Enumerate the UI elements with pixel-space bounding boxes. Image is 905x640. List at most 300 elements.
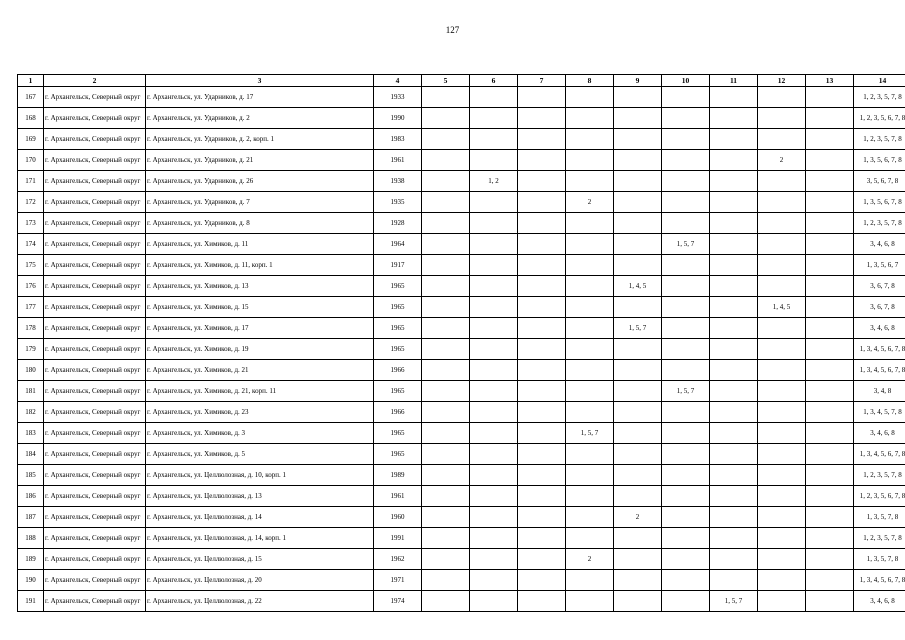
col5-cell [422, 486, 470, 507]
year-cell: 1974 [374, 591, 422, 612]
address-cell: г. Архангельск, ул. Химиков, д. 17 [146, 318, 374, 339]
row-number: 185 [18, 465, 44, 486]
col5-cell [422, 570, 470, 591]
district-cell: г. Архангельск, Северный округ [44, 360, 146, 381]
table-row [18, 339, 905, 360]
col8-cell [566, 171, 614, 192]
col7-cell [518, 129, 566, 150]
table-row [18, 87, 905, 108]
table-row [18, 486, 905, 507]
year-cell: 1989 [374, 465, 422, 486]
col12-cell [758, 171, 806, 192]
district-cell: г. Архангельск, Северный округ [44, 465, 146, 486]
district-cell: г. Архангельск, Северный округ [44, 423, 146, 444]
page-number: 127 [445, 25, 460, 35]
column-header-3: 3 [146, 75, 374, 87]
col10-cell [662, 192, 710, 213]
col6-cell [470, 318, 518, 339]
col8-cell [566, 465, 614, 486]
col6-cell [470, 591, 518, 612]
col7-cell [518, 108, 566, 129]
col12-cell [758, 108, 806, 129]
col14-cell: 1, 3, 5, 7, 8 [854, 549, 905, 570]
col10-cell [662, 465, 710, 486]
col13-cell [806, 150, 854, 171]
column-header-9: 9 [614, 75, 662, 87]
district-cell: г. Архангельск, Северный округ [44, 213, 146, 234]
col11-cell [710, 507, 758, 528]
col13-cell [806, 444, 854, 465]
year-cell: 1965 [374, 423, 422, 444]
address-cell: г. Архангельск, ул. Ударников, д. 26 [146, 171, 374, 192]
year-cell: 1965 [374, 318, 422, 339]
col7-cell [518, 549, 566, 570]
col8-cell [566, 360, 614, 381]
col10-cell [662, 255, 710, 276]
district-cell: г. Архангельск, Северный округ [44, 297, 146, 318]
address-cell: г. Архангельск, ул. Химиков, д. 21, корп. 11 [146, 381, 374, 402]
col12-cell [758, 507, 806, 528]
col11-cell [710, 486, 758, 507]
col12-cell [758, 570, 806, 591]
row-number: 169 [18, 129, 44, 150]
table-row [18, 150, 905, 171]
col5-cell [422, 402, 470, 423]
col5-cell [422, 339, 470, 360]
col14-cell: 3, 5, 6, 7, 8 [854, 171, 905, 192]
table-row [18, 402, 905, 423]
col14-cell: 1, 3, 4, 5, 6, 7, 8 [854, 444, 905, 465]
column-header-14: 14 [854, 75, 905, 87]
col9-cell [614, 192, 662, 213]
table-row [18, 528, 905, 549]
col10-cell [662, 108, 710, 129]
year-cell: 1991 [374, 528, 422, 549]
table-row [18, 171, 905, 192]
col14-cell: 3, 4, 6, 8 [854, 423, 905, 444]
address-cell: г. Архангельск, ул. Ударников, д. 7 [146, 192, 374, 213]
col12-cell [758, 87, 806, 108]
year-cell: 1966 [374, 360, 422, 381]
col14-cell: 3, 4, 6, 8 [854, 591, 905, 612]
col9-cell [614, 255, 662, 276]
col8-cell [566, 444, 614, 465]
col13-cell [806, 423, 854, 444]
col6-cell [470, 507, 518, 528]
col13-cell [806, 549, 854, 570]
col10-cell [662, 591, 710, 612]
row-number: 190 [18, 570, 44, 591]
col10-cell [662, 318, 710, 339]
district-cell: г. Архангельск, Северный округ [44, 570, 146, 591]
col6-cell [470, 444, 518, 465]
col5-cell [422, 87, 470, 108]
table-row [18, 318, 905, 339]
col12-cell: 2 [758, 150, 806, 171]
col6-cell [470, 87, 518, 108]
col11-cell [710, 444, 758, 465]
year-cell: 1965 [374, 276, 422, 297]
col10-cell [662, 129, 710, 150]
col11-cell [710, 171, 758, 192]
district-cell: г. Архангельск, Северный округ [44, 192, 146, 213]
col11-cell [710, 234, 758, 255]
address-cell: г. Архангельск, ул. Целлюлозная, д. 14 [146, 507, 374, 528]
column-header-12: 12 [758, 75, 806, 87]
address-cell: г. Архангельск, ул. Ударников, д. 17 [146, 87, 374, 108]
col10-cell [662, 402, 710, 423]
col6-cell [470, 360, 518, 381]
col5-cell [422, 507, 470, 528]
col9-cell [614, 465, 662, 486]
row-number: 171 [18, 171, 44, 192]
district-cell: г. Архангельск, Северный округ [44, 402, 146, 423]
col6-cell [470, 192, 518, 213]
column-header-8: 8 [566, 75, 614, 87]
col11-cell [710, 150, 758, 171]
col7-cell [518, 381, 566, 402]
row-number: 173 [18, 213, 44, 234]
col14-cell: 1, 2, 3, 5, 6, 7, 8 [854, 486, 905, 507]
col8-cell [566, 570, 614, 591]
table-row [18, 381, 905, 402]
col14-cell: 1, 2, 3, 5, 7, 8 [854, 87, 905, 108]
table-row [18, 423, 905, 444]
col5-cell [422, 549, 470, 570]
table-row [18, 549, 905, 570]
col10-cell [662, 570, 710, 591]
col10-cell: 1, 5, 7 [662, 381, 710, 402]
col7-cell [518, 150, 566, 171]
district-cell: г. Архангельск, Северный округ [44, 528, 146, 549]
col13-cell [806, 276, 854, 297]
col8-cell [566, 486, 614, 507]
col7-cell [518, 507, 566, 528]
header-row [18, 75, 905, 87]
address-cell: г. Архангельск, ул. Химиков, д. 23 [146, 402, 374, 423]
col13-cell [806, 108, 854, 129]
col5-cell [422, 234, 470, 255]
column-header-6: 6 [470, 75, 518, 87]
district-cell: г. Архангельск, Северный округ [44, 507, 146, 528]
col12-cell [758, 591, 806, 612]
col6-cell [470, 570, 518, 591]
col5-cell [422, 171, 470, 192]
address-cell: г. Архангельск, ул. Целлюлозная, д. 10, корп. 1 [146, 465, 374, 486]
col9-cell: 1, 4, 5 [614, 276, 662, 297]
col7-cell [518, 444, 566, 465]
year-cell: 1971 [374, 570, 422, 591]
table-row [18, 192, 905, 213]
row-number: 174 [18, 234, 44, 255]
col13-cell [806, 507, 854, 528]
district-cell: г. Архангельск, Северный округ [44, 486, 146, 507]
col11-cell [710, 402, 758, 423]
col12-cell [758, 528, 806, 549]
col11-cell [710, 297, 758, 318]
col11-cell [710, 255, 758, 276]
col9-cell [614, 129, 662, 150]
col9-cell [614, 381, 662, 402]
district-cell: г. Архангельск, Северный округ [44, 171, 146, 192]
year-cell: 1965 [374, 444, 422, 465]
col14-cell: 1, 3, 5, 7, 8 [854, 507, 905, 528]
col8-cell: 1, 5, 7 [566, 423, 614, 444]
col8-cell [566, 276, 614, 297]
col12-cell [758, 423, 806, 444]
col9-cell [614, 87, 662, 108]
district-cell: г. Архангельск, Северный округ [44, 549, 146, 570]
table-row [18, 465, 905, 486]
table-row [18, 234, 905, 255]
year-cell: 1961 [374, 486, 422, 507]
column-header-11: 11 [710, 75, 758, 87]
col14-cell: 3, 6, 7, 8 [854, 297, 905, 318]
row-number: 186 [18, 486, 44, 507]
col9-cell [614, 171, 662, 192]
col7-cell [518, 339, 566, 360]
col7-cell [518, 255, 566, 276]
col11-cell [710, 213, 758, 234]
col13-cell [806, 591, 854, 612]
col13-cell [806, 381, 854, 402]
col9-cell [614, 423, 662, 444]
col10-cell [662, 297, 710, 318]
col6-cell [470, 486, 518, 507]
col5-cell [422, 129, 470, 150]
col14-cell: 1, 3, 4, 5, 7, 8 [854, 402, 905, 423]
district-cell: г. Архангельск, Северный округ [44, 129, 146, 150]
row-number: 181 [18, 381, 44, 402]
district-cell: г. Архангельск, Северный округ [44, 87, 146, 108]
col8-cell [566, 591, 614, 612]
col6-cell [470, 234, 518, 255]
district-cell: г. Архангельск, Северный округ [44, 150, 146, 171]
col13-cell [806, 339, 854, 360]
col13-cell [806, 465, 854, 486]
col10-cell [662, 486, 710, 507]
col11-cell [710, 276, 758, 297]
col6-cell [470, 423, 518, 444]
col7-cell [518, 486, 566, 507]
col12-cell [758, 465, 806, 486]
col13-cell [806, 360, 854, 381]
row-number: 172 [18, 192, 44, 213]
col10-cell [662, 276, 710, 297]
col13-cell [806, 318, 854, 339]
col9-cell [614, 591, 662, 612]
col12-cell [758, 129, 806, 150]
col10-cell [662, 528, 710, 549]
col5-cell [422, 381, 470, 402]
col6-cell [470, 549, 518, 570]
col11-cell: 1, 5, 7 [710, 591, 758, 612]
column-header-2: 2 [44, 75, 146, 87]
col5-cell [422, 423, 470, 444]
col5-cell [422, 108, 470, 129]
col7-cell [518, 528, 566, 549]
col6-cell [470, 339, 518, 360]
address-cell: г. Архангельск, ул. Химиков, д. 19 [146, 339, 374, 360]
col13-cell [806, 297, 854, 318]
col8-cell: 2 [566, 192, 614, 213]
col7-cell [518, 570, 566, 591]
col9-cell [614, 549, 662, 570]
col6-cell [470, 297, 518, 318]
col7-cell [518, 402, 566, 423]
year-cell: 1938 [374, 171, 422, 192]
col8-cell [566, 150, 614, 171]
row-number: 179 [18, 339, 44, 360]
col14-cell: 1, 3, 5, 6, 7, 8 [854, 150, 905, 171]
col9-cell [614, 570, 662, 591]
row-number: 177 [18, 297, 44, 318]
col9-cell [614, 402, 662, 423]
table-row [18, 213, 905, 234]
row-number: 189 [18, 549, 44, 570]
address-cell: г. Архангельск, ул. Химиков, д. 13 [146, 276, 374, 297]
col7-cell [518, 465, 566, 486]
year-cell: 1962 [374, 549, 422, 570]
col5-cell [422, 591, 470, 612]
row-number: 176 [18, 276, 44, 297]
column-header-10: 10 [662, 75, 710, 87]
year-cell: 1983 [374, 129, 422, 150]
col9-cell [614, 108, 662, 129]
col9-cell: 1, 5, 7 [614, 318, 662, 339]
col9-cell [614, 234, 662, 255]
col14-cell: 1, 2, 3, 5, 7, 8 [854, 129, 905, 150]
col5-cell [422, 192, 470, 213]
col14-cell: 1, 3, 4, 5, 6, 7, 8 [854, 570, 905, 591]
col8-cell [566, 381, 614, 402]
col6-cell [470, 276, 518, 297]
year-cell: 1965 [374, 297, 422, 318]
address-cell: г. Архангельск, ул. Ударников, д. 2 [146, 108, 374, 129]
col14-cell: 1, 3, 5, 6, 7 [854, 255, 905, 276]
address-cell: г. Архангельск, ул. Целлюлозная, д. 22 [146, 591, 374, 612]
year-cell: 1933 [374, 87, 422, 108]
col13-cell [806, 213, 854, 234]
col14-cell: 1, 3, 5, 6, 7, 8 [854, 192, 905, 213]
column-header-7: 7 [518, 75, 566, 87]
col12-cell [758, 255, 806, 276]
col10-cell [662, 549, 710, 570]
table-row [18, 570, 905, 591]
address-cell: г. Архангельск, ул. Целлюлозная, д. 14, корп. 1 [146, 528, 374, 549]
col8-cell [566, 87, 614, 108]
col11-cell [710, 381, 758, 402]
col6-cell [470, 381, 518, 402]
col14-cell: 3, 4, 6, 8 [854, 318, 905, 339]
district-cell: г. Архангельск, Северный округ [44, 318, 146, 339]
col5-cell [422, 444, 470, 465]
address-cell: г. Архангельск, ул. Ударников, д. 21 [146, 150, 374, 171]
col7-cell [518, 171, 566, 192]
col11-cell [710, 465, 758, 486]
address-cell: г. Архангельск, ул. Ударников, д. 8 [146, 213, 374, 234]
district-cell: г. Архангельск, Северный округ [44, 255, 146, 276]
year-cell: 1965 [374, 381, 422, 402]
table-row [18, 507, 905, 528]
col5-cell [422, 528, 470, 549]
col10-cell [662, 360, 710, 381]
col8-cell [566, 318, 614, 339]
col8-cell [566, 255, 614, 276]
col11-cell [710, 423, 758, 444]
col10-cell [662, 339, 710, 360]
col13-cell [806, 234, 854, 255]
col12-cell [758, 234, 806, 255]
address-cell: г. Архангельск, ул. Ударников, д. 2, корп. 1 [146, 129, 374, 150]
col5-cell [422, 318, 470, 339]
col11-cell [710, 360, 758, 381]
col7-cell [518, 360, 566, 381]
row-number: 182 [18, 402, 44, 423]
district-cell: г. Архангельск, Северный округ [44, 276, 146, 297]
col8-cell [566, 528, 614, 549]
col6-cell [470, 402, 518, 423]
address-cell: г. Архангельск, ул. Целлюлозная, д. 13 [146, 486, 374, 507]
row-number: 187 [18, 507, 44, 528]
address-cell: г. Архангельск, ул. Химиков, д. 5 [146, 444, 374, 465]
col10-cell [662, 507, 710, 528]
col9-cell [614, 444, 662, 465]
col11-cell [710, 570, 758, 591]
year-cell: 1964 [374, 234, 422, 255]
year-cell: 1917 [374, 255, 422, 276]
col11-cell [710, 549, 758, 570]
col8-cell [566, 234, 614, 255]
column-header-13: 13 [806, 75, 854, 87]
col8-cell [566, 507, 614, 528]
col12-cell: 1, 4, 5 [758, 297, 806, 318]
col6-cell [470, 129, 518, 150]
col12-cell [758, 339, 806, 360]
col12-cell [758, 213, 806, 234]
col9-cell [614, 339, 662, 360]
col5-cell [422, 255, 470, 276]
col9-cell [614, 297, 662, 318]
col5-cell [422, 150, 470, 171]
col6-cell [470, 213, 518, 234]
row-number: 184 [18, 444, 44, 465]
col14-cell: 3, 4, 6, 8 [854, 234, 905, 255]
row-number: 167 [18, 87, 44, 108]
col7-cell [518, 423, 566, 444]
row-number: 191 [18, 591, 44, 612]
col8-cell [566, 129, 614, 150]
col9-cell [614, 150, 662, 171]
col7-cell [518, 192, 566, 213]
col12-cell [758, 192, 806, 213]
address-cell: г. Архангельск, ул. Целлюлозная, д. 20 [146, 570, 374, 591]
district-cell: г. Архангельск, Северный округ [44, 108, 146, 129]
col8-cell [566, 297, 614, 318]
col11-cell [710, 192, 758, 213]
table-row [18, 255, 905, 276]
col13-cell [806, 171, 854, 192]
col11-cell [710, 87, 758, 108]
col14-cell: 1, 2, 3, 5, 6, 7, 8 [854, 108, 905, 129]
col9-cell: 2 [614, 507, 662, 528]
table-row [18, 108, 905, 129]
col7-cell [518, 234, 566, 255]
year-cell: 1966 [374, 402, 422, 423]
row-number: 178 [18, 318, 44, 339]
col14-cell: 1, 3, 4, 5, 6, 7, 8 [854, 339, 905, 360]
col6-cell [470, 528, 518, 549]
